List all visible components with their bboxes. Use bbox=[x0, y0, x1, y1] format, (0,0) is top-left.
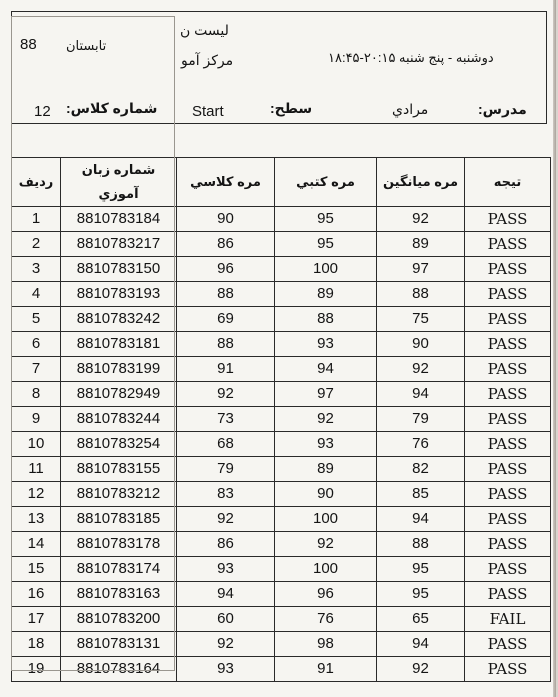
cell-written-score: 96 bbox=[275, 582, 377, 607]
overlapping-paper-strip bbox=[11, 16, 175, 671]
cell-class-score: 73 bbox=[177, 407, 275, 432]
cell-student-id: 8810783150 bbox=[61, 257, 177, 282]
title-fragment: لیست ن bbox=[180, 22, 229, 38]
cell-written-score: 89 bbox=[275, 282, 377, 307]
class-number-label: شماره کلاس: bbox=[66, 100, 158, 116]
cell-student-id: 8810783254 bbox=[61, 432, 177, 457]
cell-row-number: 9 bbox=[12, 407, 61, 432]
cell-class-score: 94 bbox=[177, 582, 275, 607]
cell-average-score: 92 bbox=[377, 657, 465, 682]
cell-row-number: 16 bbox=[12, 582, 61, 607]
cell-class-score: 86 bbox=[177, 232, 275, 257]
page-edge-shadow bbox=[553, 0, 556, 697]
cell-written-score: 98 bbox=[275, 632, 377, 657]
cell-result: PASS bbox=[465, 332, 551, 357]
class-number-value: 12 bbox=[34, 103, 51, 120]
cell-average-score: 92 bbox=[377, 207, 465, 232]
cell-row-number: 3 bbox=[12, 257, 61, 282]
cell-written-score: 92 bbox=[275, 532, 377, 557]
cell-average-score: 85 bbox=[377, 482, 465, 507]
cell-result: PASS bbox=[465, 582, 551, 607]
cell-student-id: 8810783164 bbox=[61, 657, 177, 682]
cell-class-score: 93 bbox=[177, 657, 275, 682]
cell-written-score: 93 bbox=[275, 332, 377, 357]
cell-student-id: 8810783181 bbox=[61, 332, 177, 357]
cell-student-id: 8810783184 bbox=[61, 207, 177, 232]
subtitle-fragment: مرکز آمو bbox=[181, 52, 234, 68]
cell-class-score: 92 bbox=[177, 632, 275, 657]
cell-row-number: 8 bbox=[12, 382, 61, 407]
cell-class-score: 92 bbox=[177, 507, 275, 532]
cell-result: PASS bbox=[465, 432, 551, 457]
cell-student-id: 8810783174 bbox=[61, 557, 177, 582]
teacher-label: مدرس: bbox=[478, 101, 527, 117]
cell-written-score: 93 bbox=[275, 432, 377, 457]
cell-row-number: 13 bbox=[12, 507, 61, 532]
cell-class-score: 79 bbox=[177, 457, 275, 482]
cell-average-score: 95 bbox=[377, 557, 465, 582]
cell-row-number: 2 bbox=[12, 232, 61, 257]
cell-result: PASS bbox=[465, 232, 551, 257]
header-result: تيجه bbox=[465, 158, 551, 207]
cell-average-score: 88 bbox=[377, 282, 465, 307]
cell-average-score: 90 bbox=[377, 332, 465, 357]
cell-average-score: 95 bbox=[377, 582, 465, 607]
cell-student-id: 8810783242 bbox=[61, 307, 177, 332]
cell-class-score: 69 bbox=[177, 307, 275, 332]
cell-row-number: 18 bbox=[12, 632, 61, 657]
cell-written-score: 88 bbox=[275, 307, 377, 332]
cell-class-score: 93 bbox=[177, 557, 275, 582]
cell-average-score: 79 bbox=[377, 407, 465, 432]
cell-result: PASS bbox=[465, 382, 551, 407]
cell-result: PASS bbox=[465, 632, 551, 657]
cell-class-score: 88 bbox=[177, 332, 275, 357]
cell-row-number: 14 bbox=[12, 532, 61, 557]
cell-row-number: 7 bbox=[12, 357, 61, 382]
cell-student-id: 8810782949 bbox=[61, 382, 177, 407]
cell-average-score: 94 bbox=[377, 507, 465, 532]
cell-average-score: 97 bbox=[377, 257, 465, 282]
cell-student-id: 8810783185 bbox=[61, 507, 177, 532]
cell-result: PASS bbox=[465, 357, 551, 382]
cell-written-score: 92 bbox=[275, 407, 377, 432]
cell-result: PASS bbox=[465, 207, 551, 232]
cell-row-number: 1 bbox=[12, 207, 61, 232]
cell-written-score: 100 bbox=[275, 257, 377, 282]
level-value: Start bbox=[192, 103, 224, 120]
cell-class-score: 90 bbox=[177, 207, 275, 232]
cell-row-number: 12 bbox=[12, 482, 61, 507]
cell-result: PASS bbox=[465, 482, 551, 507]
cell-student-id: 8810783200 bbox=[61, 607, 177, 632]
cell-result: PASS bbox=[465, 507, 551, 532]
cell-student-id: 8810783163 bbox=[61, 582, 177, 607]
cell-row-number: 15 bbox=[12, 557, 61, 582]
cell-written-score: 91 bbox=[275, 657, 377, 682]
cell-result: FAIL bbox=[465, 607, 551, 632]
cell-written-score: 95 bbox=[275, 232, 377, 257]
cell-written-score: 76 bbox=[275, 607, 377, 632]
cell-class-score: 88 bbox=[177, 282, 275, 307]
season-label: تابستان bbox=[66, 38, 107, 53]
cell-result: PASS bbox=[465, 282, 551, 307]
cell-student-id: 8810783217 bbox=[61, 232, 177, 257]
cell-average-score: 75 bbox=[377, 307, 465, 332]
class-number-top: 88 bbox=[20, 36, 37, 53]
cell-class-score: 96 bbox=[177, 257, 275, 282]
cell-class-score: 91 bbox=[177, 357, 275, 382]
level-label: سطح: bbox=[270, 100, 313, 116]
cell-row-number: 11 bbox=[12, 457, 61, 482]
cell-written-score: 100 bbox=[275, 557, 377, 582]
cell-student-id: 8810783131 bbox=[61, 632, 177, 657]
cell-result: PASS bbox=[465, 557, 551, 582]
cell-average-score: 89 bbox=[377, 232, 465, 257]
cell-class-score: 68 bbox=[177, 432, 275, 457]
cell-class-score: 86 bbox=[177, 532, 275, 557]
header-written-score: مره كتبي bbox=[275, 158, 377, 207]
cell-class-score: 60 bbox=[177, 607, 275, 632]
cell-result: PASS bbox=[465, 407, 551, 432]
cell-student-id: 8810783244 bbox=[61, 407, 177, 432]
cell-row-number: 6 bbox=[12, 332, 61, 357]
cell-average-score: 82 bbox=[377, 457, 465, 482]
header-student-id: شماره زبان آموزي bbox=[61, 158, 177, 207]
header-class-score: مره كلاسي bbox=[177, 158, 275, 207]
cell-student-id: 8810783193 bbox=[61, 282, 177, 307]
cell-row-number: 19 bbox=[12, 657, 61, 682]
cell-written-score: 90 bbox=[275, 482, 377, 507]
cell-average-score: 88 bbox=[377, 532, 465, 557]
cell-row-number: 17 bbox=[12, 607, 61, 632]
cell-average-score: 65 bbox=[377, 607, 465, 632]
cell-average-score: 76 bbox=[377, 432, 465, 457]
cell-average-score: 94 bbox=[377, 632, 465, 657]
schedule-text: دوشنبه - پنج شنبه ۲۰:۱۵-۱۸:۴۵ bbox=[328, 50, 494, 65]
cell-average-score: 94 bbox=[377, 382, 465, 407]
cell-student-id: 8810783178 bbox=[61, 532, 177, 557]
cell-student-id: 8810783212 bbox=[61, 482, 177, 507]
cell-result: PASS bbox=[465, 307, 551, 332]
cell-written-score: 94 bbox=[275, 357, 377, 382]
cell-average-score: 92 bbox=[377, 357, 465, 382]
teacher-value: مرادي bbox=[392, 101, 429, 117]
cell-class-score: 83 bbox=[177, 482, 275, 507]
cell-row-number: 5 bbox=[12, 307, 61, 332]
cell-row-number: 4 bbox=[12, 282, 61, 307]
cell-result: PASS bbox=[465, 657, 551, 682]
header-average-score: مره ميانگين bbox=[377, 158, 465, 207]
cell-written-score: 89 bbox=[275, 457, 377, 482]
cell-result: PASS bbox=[465, 457, 551, 482]
cell-student-id: 8810783155 bbox=[61, 457, 177, 482]
cell-result: PASS bbox=[465, 532, 551, 557]
cell-class-score: 92 bbox=[177, 382, 275, 407]
header-row-number: رديف bbox=[12, 158, 61, 207]
cell-written-score: 100 bbox=[275, 507, 377, 532]
cell-written-score: 97 bbox=[275, 382, 377, 407]
cell-student-id: 8810783199 bbox=[61, 357, 177, 382]
cell-row-number: 10 bbox=[12, 432, 61, 457]
cell-written-score: 95 bbox=[275, 207, 377, 232]
cell-result: PASS bbox=[465, 257, 551, 282]
